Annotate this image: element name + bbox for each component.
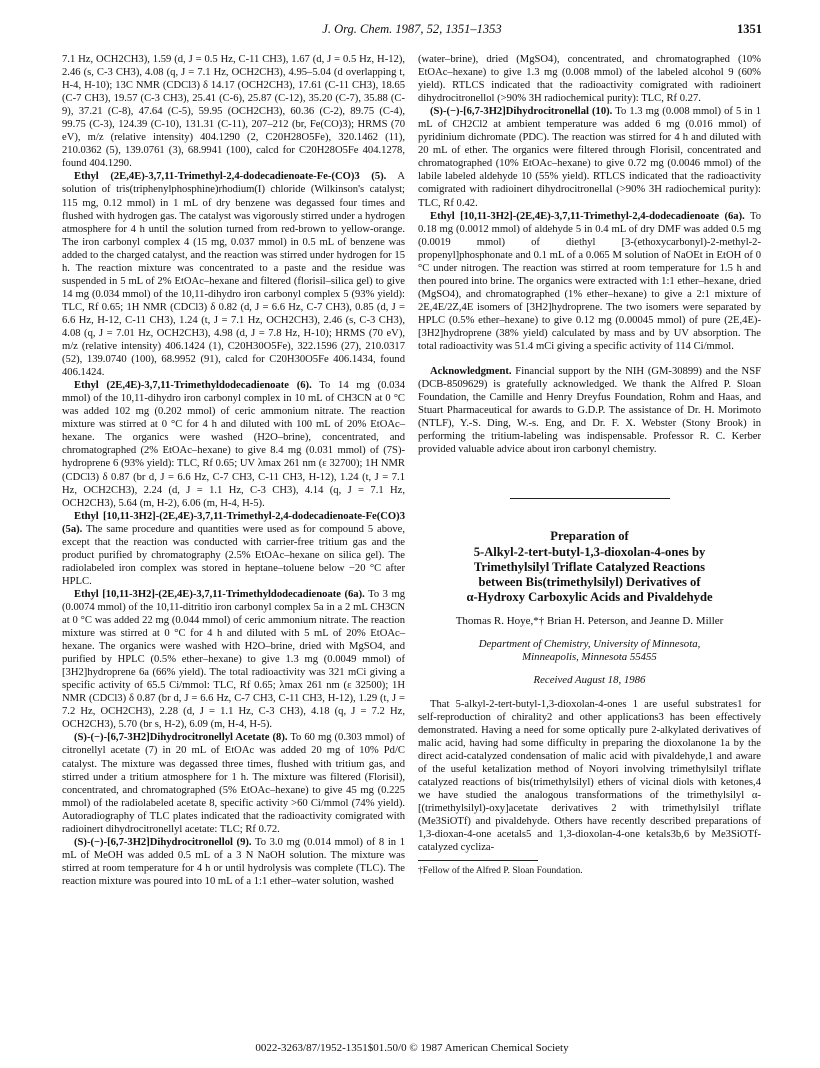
paragraph <box>62 731 405 835</box>
paragraph-heading: (S)-(−)-[6,7-3H2]Dihydrocitronellal (10). <box>430 106 613 118</box>
paragraph-text: To 0.18 mg (0.0012 mmol) of aldehyde 5 in 0.4 mL of dry DMF was added 0.5 mg (0.0019 mmol) of diethyl [3-(ethoxycarbonyl)-2-methyl-2-propenyl]phosphonate and 0.1 mL of a 0.065 M solution of NaOEt in EtOH of 0 °C under nitrogen. The reaction was stirred at room temperature for 1.5 h and then poured into brine. The organics were extracted with 1:1 ether–hexane, dried (MgSO4), and chromatographed (1% ether–hexane) to give a 2:1 mixture of 2E,4E/2Z,4E isomers of [3H2]hydroprene. The two isomers were separated by HPLC (0.5% ether–hexane) to give 0.12 mg (0.00045 mmol) of pure (2E,4E)-[3H2]hydroprene (38% yield) calculated by mass and by UV absorption. The total radioactivity was 51.4 mCi giving a specific activity of 114 Ci/mmol. <box>418 210 761 353</box>
paragraph <box>418 105 761 209</box>
paragraph-heading: (S)-(−)-[6,7-3H2]Dihydrocitronellyl Acetate (8). <box>74 732 288 744</box>
footnote: †Fellow of the Alfred P. Sloan Foundation. <box>418 865 583 877</box>
paragraph <box>418 210 761 354</box>
title-line: between Bis(trimethylsilyl) Derivatives of <box>478 575 701 590</box>
paragraph <box>62 53 405 170</box>
affiliation-line: Department of Chemistry, University of Minnesota, <box>478 638 701 651</box>
paragraph-text: (water–brine), dried (MgSO4), concentrated, and chromatographed (10% EtOAc–hexane) to give 1.3 mg (0.008 mmol) of the labeled alcohol 9 (60% yield). RTLCS indicated that the radioactivity comigrated with radioinert dihydrocitronellol (>90% 3H radiochemical purity): TLC, Rf 0.27. <box>418 54 761 105</box>
paragraph <box>418 53 761 105</box>
paragraph <box>62 379 405 509</box>
paragraph <box>62 588 405 732</box>
title-line: α-Hydroxy Carboxylic Acids and Pivaldehyde <box>466 590 713 605</box>
paragraph-text: To 60 mg (0.303 mmol) of citronellyl acetate (7) in 20 mL of EtOAc was added 20 mg of 10% Pd/C catalyst. The mixture was degassed three times, flushed with tritium gas, and stirred under a tritium atmosphere for 1 h. The mixture was filtered (Florisil), concentrated, and chromatographed (5% EtOAc–hexane) to give 45 mg (0.225 mmol) of the radiolabeled acetate 8, specific activity >60 Ci/mmol (74% yield). Autoradiography of TLC plates indicated that the radioactivity comigrated with radioinert dihydrocitronellyl acetate: TLC; Rf 0.72. <box>62 732 405 835</box>
title-line: Trimethylsilyl Triflate Catalyzed Reactions <box>473 559 706 574</box>
article-title <box>418 529 761 605</box>
paragraph-text: To 14 mg (0.034 mmol) of the 10,11-dihydro iron carbonyl complex in 10 mL of CH3CN at 0 °C was added 102 mg (0.202 mmol) of ceric ammonium nitrate. The reaction mixture was stirred at 0 °C for 4 h and diluted with 100 mL of 20% EtOAc–hexane. The organics were washed (H2O–brine), concentrated, and chromatographed (2% EtOAc–hexane) to give 8.4 mg (0.031 mmol) of (7S)-hydroprene 6 (93% yield): TLC, Rf 0.65; UV λmax 261 nm (ε 32700); 1H NMR (CDCl3) δ 0.87 (br d, J = 6.6 Hz, C-7 CH3, C-11 CH3, H-12), 1.24 (t, J = 7.1 Hz, OCH2CH3), 2.24 (d, J = 1.1 Hz, C-3 CH3), 4.14 (q, J = 7.1 Hz, OCH2CH3), 5.64 (m, H-2), 6.06 (m, H-4, H-5). <box>62 380 405 509</box>
paragraph-text: The same procedure and quantities were used as for compound 5 above, except that the reaction was conducted with carrier-free tritium gas and the product purified by chromatography (2.5% EtOAc–hexane on silica gel). The radiolabeled iron complex was stored in heptane–toluene below −20 °C after HPLC. <box>62 523 405 587</box>
running-header <box>62 22 762 42</box>
right-column <box>418 53 761 877</box>
section-divider <box>510 498 670 499</box>
paragraph-text: To 1.3 mg (0.008 mmol) of 5 in 1 mL of CH2Cl2 at ambient temperature was added 6 mg (0.016 mmol) of pyridinium dichromate (PDC). The reaction was stirred for 4 h and diluted with 20 mL of ether. The organics were filtered through Florisil, concentrated and chromatographed (10% EtOAc–hexane) to give 0.72 mg (0.0046 mmol) of the labile labeled aldehyde 10 (55% yield). RTLCS indicated that the radioactivity comigrated with radioinert dihydrocitronellal (>90% 3H radiochemical purity): TLC, Rf 0.42. <box>418 106 761 209</box>
affiliation <box>418 638 761 664</box>
article-body: That 5-alkyl-2-tert-butyl-1,3-dioxolan-4-ones 1 are useful substrates1 for self-reproduction of chirality2 and other applications3 has been effectively demonstrated. Having a need for some optically pure 2-alkylated derivatives of malic acid, having had some difficulty in preparing the dioxolanone 1a by the direct acid-catalyzed condensation of malic acid with pivaldehyde,1 and aware of the useful ketalization method of Noyori involving trimethylsilyl triflate catalyzed reactions of bis(trimethylsilyl) ethers of vicinal diols with ketones,4 we have studied the analogous transformations of the trimethylsilyl α-[(trimethylsilyl)-oxy]acetate derivatives 2 with trimethylsilyl triflate (Me3SiOTf) and pivaldehyde. Others have recently described preparations of 1,3-dioxan-4-one acetals5 and 1,3-dioxolan-4-one ketals3b,6 by Me3SiOTf-catalyzed cycliza- <box>418 698 761 854</box>
paragraph-text: A solution of tris(triphenylphosphine)rhodium(I) chloride (Wilkinson's catalyst; 115 mg, 0.12 mmol) in 1 mL of dry benzene was degassed four times and flushed with hydrogen gas. The catalyst was vigorously stirred under a hydrogen atmosphere for 4 h until the solution turned from red-brown to yellow-orange. The iron carbonyl complex 4 (15 mg, 0.037 mmol) in 0.5 mL of benzene was added to the charged catalyst, and the reaction was stirred under hydrogen for 15 h. The reaction mixture was concentrated to a paste and the residue was suspended in 5 mL of 2% EtOAc–hexane and filtered (florisil–silica gel) to give 14 mg (0.034 mmol) of the 10,11-dihydro iron carbonyl complex 5 (93% yield): TLC, Rf 0.65; 1H NMR (CDCl3) δ 0.82 (d, J = 6.6 Hz, C-7 CH3), 0.85 (d, J = 6.6 Hz, H-12, C-11 CH3), 1.24 (t, J = 7.1 Hz, OCH2CH3), 2.46 (s, C-3 CH3), 4.08 (q, J = 7.01 Hz, OCH2CH3), 4.98 (d, J = 7.8 Hz, H-10); HRMS (70 eV), m/z (relative intensity) 406.1424 (1), C20H30O5Fe), 322.1596 (27), 210.0317 (52), 139.0740 (100), 68.9952 (91), calcd for C20H30O5Fe 406.1434, found 406.1424. <box>62 171 405 379</box>
author-list: Thomas R. Hoye,*† Brian H. Peterson, and Jeanne D. Miller <box>455 615 724 628</box>
page-footer: 0022-3263/87/1952-1351$01.50/0 © 1987 American Chemical Society <box>255 1042 569 1054</box>
paragraph <box>62 170 405 379</box>
paragraph <box>62 510 405 588</box>
title-line: Preparation of <box>550 529 629 544</box>
paragraph-text: To 3 mg (0.0074 mmol) of the 10,11-ditritio iron carbonyl complex 5a in a 2 mL CH3CN at 0 °C was added 22 mg (0.044 mmol) of ceric ammonium nitrate. The reaction mixture was stirred at 0 °C for 4 h and diluted with 5 mL of 20% EtOAc–hexane. The organics were washed with H2O–brine, dried with MgSO4, and purified by HPLC (0.5% ether–hexane) to give 1.3 mg (0.0049 mmol) of [3H2]hydroprene 6a (66% yield). The total radioactivity was 321 mCi giving a specific activity of 65.5 Ci/mmol: TLC, Rf 0.65; λmax 261 nm (ε 32500); 1H NMR (CDCl3) δ 0.87 (br d, J = 6.6 Hz, C-7 CH3, C-11 CH3, H-12), 1.29 (t, J = 7.2 Hz, OCH2CH3), 2.28 (d, J = 1.1 Hz, C-3 CH3), 4.18 (q, J = 7.2 Hz, OCH2CH3), 5.70 (br s, H-2), 6.09 (m, H-4, H-5). <box>62 588 405 731</box>
paragraph-heading: (S)-(−)-[6,7-3H2]Dihydrocitronellol (9). <box>74 836 252 848</box>
paragraph-heading: Ethyl [10,11-3H2]-(2E,4E)-3,7,11-Trimethyl-2,4-dodecadienoate (6a). <box>430 210 745 222</box>
paragraph-text: To 3.0 mg (0.014 mmol) of 8 in 1 mL of MeOH was added 0.5 mL of a 3 N NaOH solution. The mixture was stirred at room temperature for 4 h or until hydrolysis was complete (TLC). The reaction mixture was poured into 10 mL of a 1:1 ether–water solution, washed <box>62 836 405 887</box>
paragraph <box>62 836 405 888</box>
left-column <box>62 53 405 888</box>
paragraph-heading: Ethyl [10,11-3H2]-(2E,4E)-3,7,11-Trimethyl-2,4-dodecadienoate-Fe(CO)3 (5a). <box>62 510 405 535</box>
acknowledgment <box>418 365 761 456</box>
paragraph-heading: Ethyl (2E,4E)-3,7,11-Trimethyl-2,4-dodecadienoate-Fe-(CO)3 (5). <box>74 171 387 183</box>
affiliation-line: Minneapolis, Minnesota 55455 <box>522 651 657 664</box>
paragraph-heading: Ethyl [10,11-3H2]-(2E,4E)-3,7,11-Trimethyldodecadienoate (6a). <box>74 588 365 600</box>
paragraph-text: 7.1 Hz, OCH2CH3), 1.59 (d, J = 0.5 Hz, C-11 CH3), 1.67 (d, J = 0.5 Hz, H-12), 2.46 (s, C-3 CH3), 4.08 (q, J = 7.1 Hz, OCH2CH3), 4.95–5.04 (d overlapping t, H-4, H-10); 13C NMR (CDCl3) δ 14.17 (OCH2CH3), 17.61 (C-11 CH3), 18.65 (C-7 CH3), 19.57 (C-3 CH3), 25.41 (C-6), 25.87 (C-12), 35.20 (C-7), 35.88 (C-9), 37.21 (C-8), 47.64 (C-5), 59.95 (OCH2CH3), 60.36 (C-2), 89.75 (C-4), 99.75 (C-3), 124.39 (C-10), 131.31 (C-11), 207–212 (br, Fe(CO)3); HRMS (70 eV), m/z (relative intensity) 404.1290 (2, C20H28O5Fe), 320.1462 (11), 210.0362 (5), 139.0761 (3), 68.9941 (100), calcd for C20H28O5Fe 404.1278, found 404.1290. <box>62 54 405 170</box>
footnote-divider <box>418 860 538 861</box>
received-date: Received August 18, 1986 <box>533 674 646 687</box>
page-number: 1351 <box>737 22 762 36</box>
acknowledgment-heading: Acknowledgment. <box>430 366 512 378</box>
acknowledgment-text: Financial support by the NIH (GM-30899) and the NSF (DCB-8509629) is gratefully acknowledged. We thank the Alfred P. Sloan Foundation, the Camille and Henry Dreyfus Foundation, Rohm and Haas, and Stuart Pharmaceutical for awards to G.D.P. The assistance of Dr. H. Morimoto (NTLF), Y.-S. Ding, W.-s. Eng, and Dr. F. X. Webster (Stony Brook) in performing the tritium-labeling was indispensable. Professor R. C. Kerber provided valuable advice about iron carbonyl chemistry. <box>418 366 761 456</box>
journal-citation: J. Org. Chem. 1987, 52, 1351–1353 <box>322 22 502 36</box>
paragraph-heading: Ethyl (2E,4E)-3,7,11-Trimethyldodecadienoate (6). <box>74 380 312 392</box>
title-line: 5-Alkyl-2-tert-butyl-1,3-dioxolan-4-ones by <box>473 544 706 559</box>
